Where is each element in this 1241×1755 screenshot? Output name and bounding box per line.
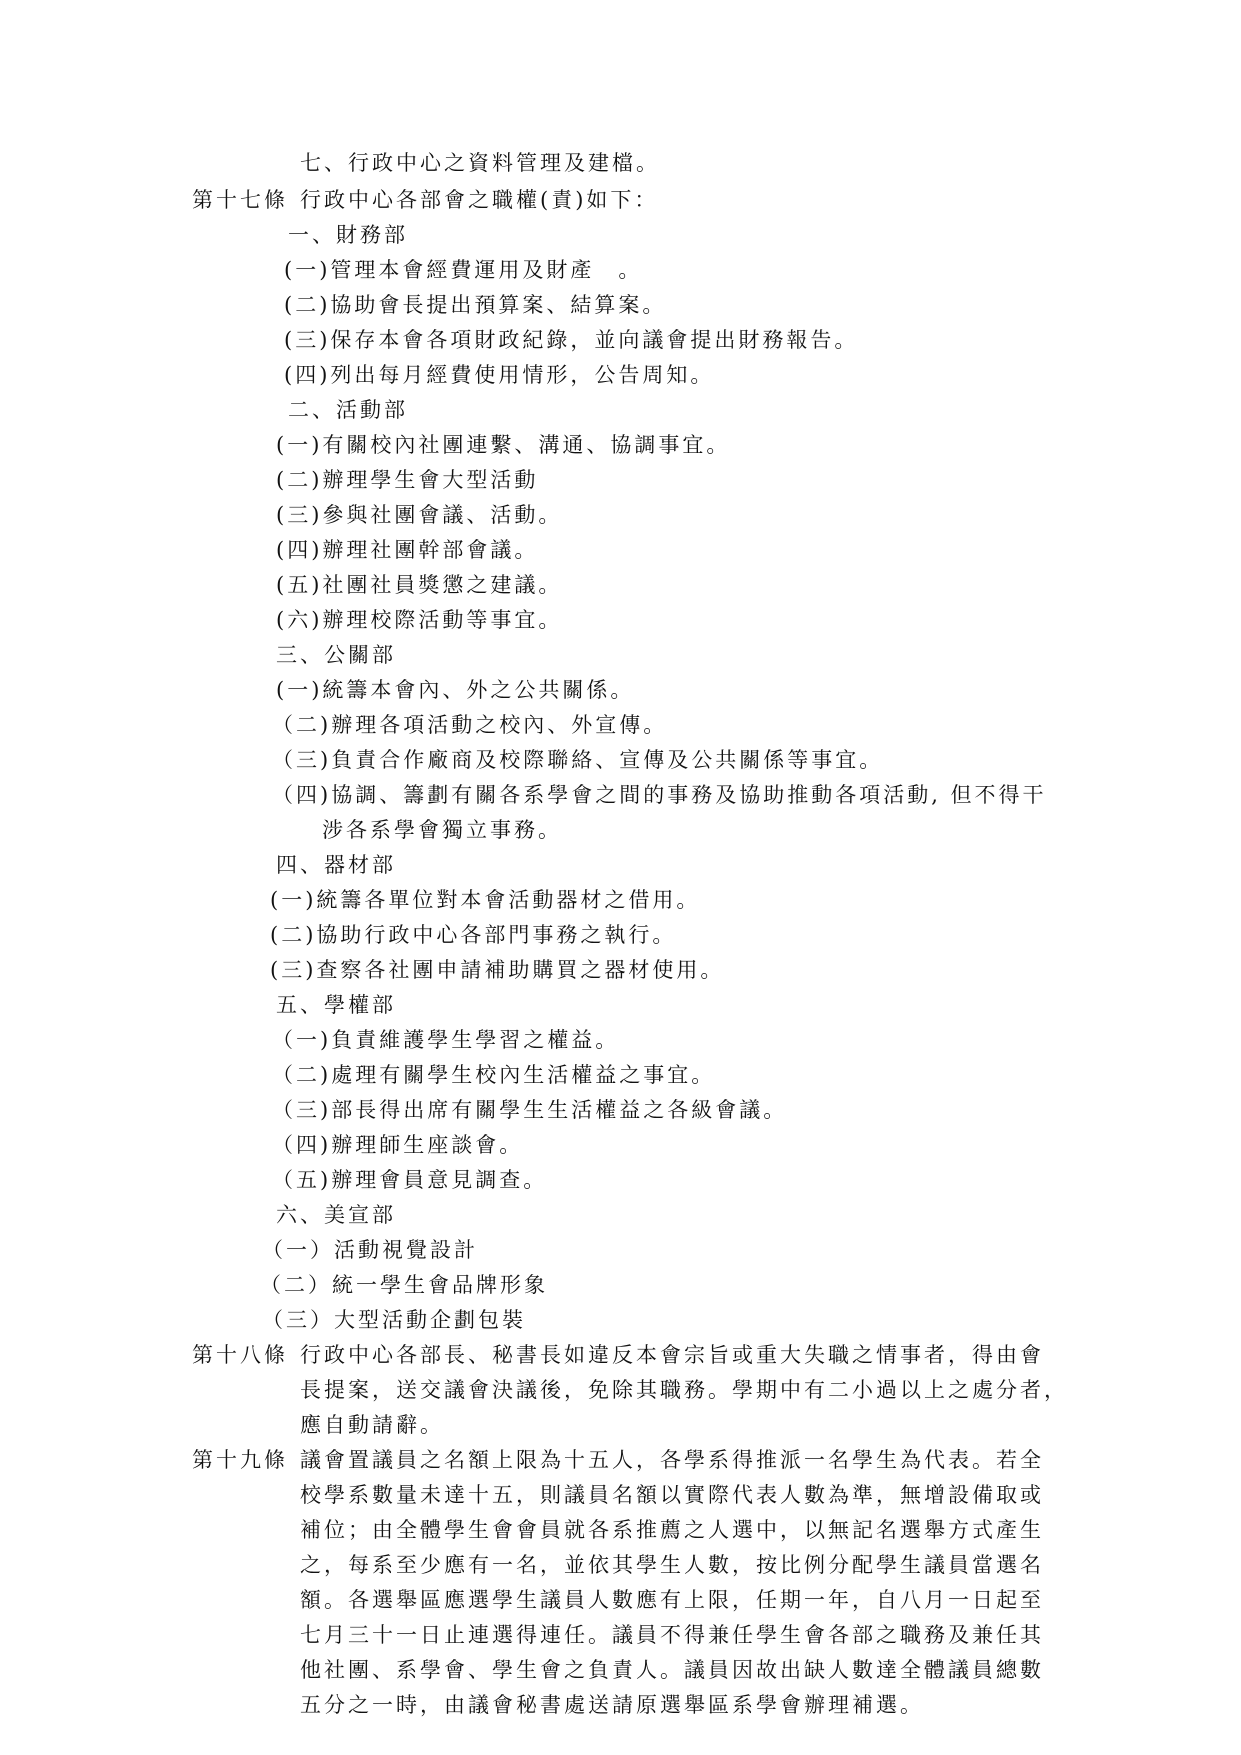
- article-19-line-3: 補位；由全體學生會會員就各系推薦之人選中，以無記名選舉方式產生: [300, 1518, 1044, 1542]
- article-18-line-3: 應自動請辭。: [300, 1413, 444, 1437]
- finance-item-4: (四)列出每月經費使用情形，公告周知。: [284, 363, 715, 387]
- design-item-1: （一）活動視覺設計: [262, 1238, 478, 1262]
- article-19-line-8: 五分之一時，由議會秘書處送請原選舉區系學會辦理補選。: [300, 1693, 924, 1717]
- pr-item-4-continued: 涉各系學會獨立事務。: [322, 818, 562, 842]
- section-finance-title: 一、財務部: [288, 223, 408, 247]
- article-18-line-2: 長提案，送交議會決議後，免除其職務。學期中有二小過以上之處分者，: [300, 1378, 1068, 1402]
- activities-item-5: (五)社團社員獎懲之建議。: [276, 573, 563, 597]
- article-18-label: 第十八條: [192, 1343, 288, 1367]
- article-17-heading: 行政中心各部會之職權(責)如下：: [300, 188, 659, 212]
- article-18-line-1: 行政中心各部長、秘書長如違反本會宗旨或重大失職之情事者，得由會: [300, 1343, 1044, 1367]
- pr-item-1: (一)統籌本會內、外之公共關係。: [276, 678, 635, 702]
- student-rights-item-3: （三)部長得出席有關學生生活權益之各級會議。: [272, 1098, 788, 1122]
- activities-item-6: (六)辦理校際活動等事宜。: [276, 608, 563, 632]
- finance-item-1: (一)管理本會經費運用及財產 。: [284, 258, 643, 282]
- pr-item-4: （四)協調、籌劃有關各系學會之間的事務及協助推動各項活動, 但不得干: [272, 783, 1047, 807]
- article-17-label: 第十七條: [192, 188, 288, 212]
- activities-item-3: (三)參與社團會議、活動。: [276, 503, 563, 527]
- activities-item-1: (一)有關校內社團連繫、溝通、協調事宜。: [276, 433, 731, 457]
- continuation-item-7: 七、行政中心之資料管理及建檔。: [300, 151, 660, 175]
- article-19-line-7: 他社團、系學會、學生會之負責人。議員因故出缺人數達全體議員總數: [300, 1658, 1044, 1682]
- section-pr-title: 三、公關部: [276, 643, 396, 667]
- section-design-title: 六、美宣部: [276, 1203, 396, 1227]
- article-19-label: 第十九條: [192, 1448, 288, 1472]
- article-19-line-1: 議會置議員之名額上限為十五人，各學系得推派一名學生為代表。若全: [300, 1448, 1044, 1472]
- student-rights-item-2: （二)處理有關學生校內生活權益之事宜。: [272, 1063, 716, 1087]
- pr-item-3: （三)負責合作廠商及校際聯絡、宣傳及公共關係等事宜。: [272, 748, 884, 772]
- article-19-line-4: 之，每系至少應有一名，並依其學生人數，按比例分配學生議員當選名: [300, 1553, 1044, 1577]
- section-activities-title: 二、活動部: [288, 398, 408, 422]
- equipment-item-2: (二)協助行政中心各部門事務之執行。: [270, 923, 677, 947]
- pr-item-2: （二)辦理各項活動之校內、外宣傳。: [272, 713, 668, 737]
- activities-item-4: (四)辦理社團幹部會議。: [276, 538, 539, 562]
- student-rights-item-5: （五)辦理會員意見調查。: [272, 1168, 548, 1192]
- activities-item-2: (二)辦理學生會大型活動: [276, 468, 539, 492]
- section-student-rights-title: 五、學權部: [276, 993, 396, 1017]
- student-rights-item-1: （一)負責維護學生學習之權益。: [272, 1028, 620, 1052]
- equipment-item-3: (三)查察各社團申請補助購買之器材使用。: [270, 958, 725, 982]
- design-item-3: （三）大型活動企劃包裝: [262, 1308, 526, 1332]
- article-19-line-2: 校學系數量未達十五，則議員名額以實際代表人數為準，無增設備取或: [300, 1483, 1044, 1507]
- equipment-item-1: (一)統籌各單位對本會活動器材之借用。: [270, 888, 701, 912]
- section-equipment-title: 四、器材部: [276, 853, 396, 877]
- design-item-2: （二）統一學生會品牌形象: [260, 1273, 548, 1297]
- finance-item-3: (三)保存本會各項財政紀錄，並向議會提出財務報告。: [284, 328, 859, 352]
- article-19-line-6: 七月三十一日止連選得連任。議員不得兼任學生會各部之職務及兼任其: [300, 1623, 1044, 1647]
- student-rights-item-4: （四)辦理師生座談會。: [272, 1133, 524, 1157]
- article-19-line-5: 額。各選舉區應選學生議員人數應有上限，任期一年，自八月一日起至: [300, 1588, 1044, 1612]
- finance-item-2: (二)協助會長提出預算案、結算案。: [284, 293, 667, 317]
